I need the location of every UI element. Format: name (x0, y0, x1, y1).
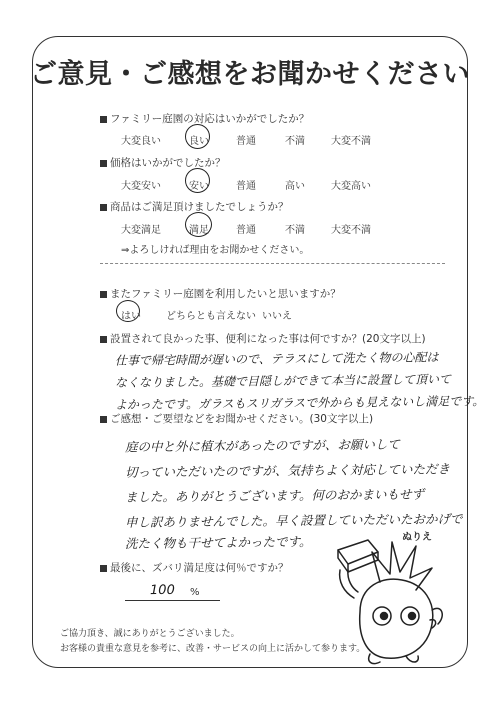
square-bullet-icon (100, 291, 107, 298)
q4-option-2[interactable]: どちらとも言えない (166, 311, 256, 322)
square-bullet-icon (100, 116, 107, 123)
square-bullet-icon (100, 565, 107, 572)
square-bullet-icon (100, 336, 107, 343)
q3-option-1[interactable]: 大変満足 (121, 225, 161, 236)
footer-note: お客様の貴重な意見を参考に、改善・サービスの向上に活かして参ります。 (60, 644, 366, 654)
q2-option-2[interactable]: 安い (189, 181, 209, 192)
q2-option-4[interactable]: 高い (285, 181, 305, 192)
q1-option-2[interactable]: 良い (189, 136, 209, 147)
mascot-label: ぬりえ (402, 532, 432, 543)
q4-option-3[interactable]: いいえ (262, 311, 292, 322)
answer-line (100, 263, 445, 264)
q4-option-1[interactable]: はい (121, 311, 141, 322)
selection-circle (185, 124, 210, 149)
q5-answer-line-3: よかったです。ガラスもスリガラスで外からも見えないし満足です。 (114, 394, 485, 412)
question-5 (100, 331, 426, 346)
answer-underline (125, 600, 220, 601)
q2-option-3[interactable]: 普通 (236, 181, 256, 192)
q3-option-3[interactable]: 普通 (236, 225, 256, 236)
question-6-label: ご感想・ご要望などをお聞かせください。(30文字以上) (110, 413, 374, 425)
question-5-label: 設置されて良かった事、便利になった事は何ですか？(20文字以上) (110, 333, 426, 345)
q6-answer-line-5: 洗たく物も干せてよかったです。 (124, 534, 312, 551)
question-7-label: 最後に、ズバリ満足度は何％ですか？ (110, 562, 289, 574)
q1-option-4[interactable]: 不満 (285, 136, 305, 147)
q3-option-2[interactable]: 満足 (189, 225, 209, 236)
q6-answer-line-1: 庭の中と外に植木があったのですが、お願いして (124, 436, 400, 455)
q5-answer-line-1: 仕事で帰宅時間が遅いので、テラスにして洗たく物の心配は (114, 350, 439, 368)
question-4 (100, 286, 341, 301)
square-bullet-icon (100, 204, 107, 211)
question-1 (100, 111, 309, 126)
q1-option-5[interactable]: 大変不満 (331, 136, 371, 147)
q2-option-5[interactable]: 大変高い (331, 181, 371, 192)
mascot-illustration (320, 520, 450, 675)
selection-circle (116, 300, 140, 322)
q2-option-1[interactable]: 大変安い (121, 181, 161, 192)
selection-circle (185, 212, 212, 237)
question-3-label: 商品はご満足頂けましたでしょうか？ (110, 201, 289, 213)
page-title: ご意見・ご感想をお聞かせください (30, 59, 470, 90)
question-7 (100, 560, 289, 575)
question-6 (100, 411, 373, 426)
q1-option-3[interactable]: 普通 (236, 136, 256, 147)
footer-thanks: ご協力頂き、誠にありがとうございました。 (60, 629, 240, 639)
satisfaction-unit: % (190, 587, 200, 598)
q3-option-4[interactable]: 不満 (285, 225, 305, 236)
question-2-label: 価格はいかがでしたか？ (110, 157, 226, 169)
q3-option-5[interactable]: 大変不満 (331, 225, 371, 236)
q1-option-1[interactable]: 大変良い (121, 136, 161, 147)
q3-reason-note: ⇒よろしければ理由をお聞かせください。 (121, 245, 310, 256)
question-4-label: またファミリー庭園を利用したいと思いますか？ (110, 288, 341, 300)
square-bullet-icon (100, 160, 107, 167)
square-bullet-icon (100, 416, 107, 423)
question-2 (100, 155, 226, 170)
q6-answer-line-2: 切っていただいたのですが、気持ちよく対応していただき (124, 461, 451, 480)
selection-circle (185, 168, 210, 193)
question-1-label: ファミリー庭園の対応はいかがでしたか？ (110, 113, 310, 125)
q6-answer-line-3: ました。ありがとうございます。何のおかまいもせず (124, 486, 425, 505)
q5-answer-line-2: なくなりました。基礎で目隠しができて本当に設置して頂いて (114, 372, 452, 390)
satisfaction-answer: 100 (149, 582, 175, 599)
q6-answer-line-4: 申し訳ありませんでした。早く設置していただいたおかげで (124, 511, 463, 530)
